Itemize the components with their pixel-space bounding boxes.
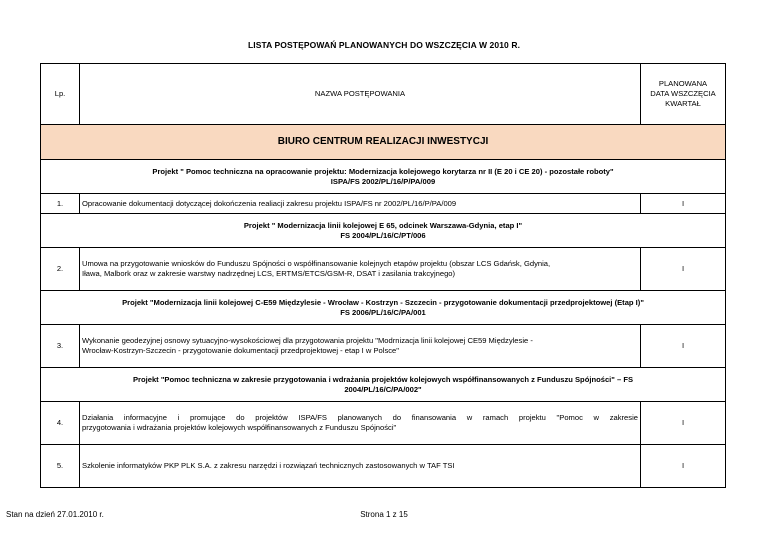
item-lp: 4.: [41, 402, 80, 445]
header-name: NAZWA POSTĘPOWANIA: [80, 64, 641, 125]
section-row: [41, 125, 726, 160]
project-title: [41, 291, 726, 325]
item-quarter: I: [641, 445, 726, 488]
procurement-table: [40, 63, 726, 488]
project-title-line2: ISPA/FS 2002/PL/16/P/PA/009: [330, 176, 436, 186]
table-row: [41, 248, 726, 291]
item-lp: 3.: [41, 325, 80, 368]
header-lp: Lp.: [41, 64, 80, 125]
item-name-line1: Wykonanie geodezyjnej osnowy sytuacyjno-wysokościowej dla przygotowania projektu "Modrnizacja linii kolejowej CE59 Międzylesie -: [82, 336, 533, 345]
item-name: [80, 248, 641, 291]
project-title-line1: Projekt " Modernizacja linii kolejowej E 65, odcinek Warszawa-Gdynia, etap I": [243, 220, 523, 230]
table-row: [41, 445, 726, 488]
project-row: [41, 368, 726, 402]
item-name: [80, 402, 641, 445]
project-row: [41, 291, 726, 325]
item-name-line1: Szkolenie informatyków PKP PLK S.A. z zakresu narzędzi i rozwiązań technicznych zastosowanych w TAF TSI: [82, 461, 455, 470]
item-quarter: I: [641, 248, 726, 291]
project-title-line2: FS 2004/PL/16/C/PT/006: [340, 230, 426, 240]
header-date-line1: PLANOWANA: [658, 79, 708, 88]
project-row: [41, 214, 726, 248]
item-name-line2: przygotowania i wdrażania projektów kolejowych współfinansowanych z Funduszu Spójności": [82, 423, 397, 432]
project-title-line1: Projekt " Pomoc techniczna na opracowanie projektu: Modernizacja kolejowego korytarza nr II (E 20 i CE 20) - pozostałe roboty": [152, 166, 614, 176]
section-title: BIURO CENTRUM REALIZACJI INWESTYCJI: [41, 125, 726, 160]
item-name-line2: Iława, Malbork oraz w zakresie warstwy nadrzędnej LCS, ERTMS/ETCS/GSM-R, DSAT i zasilania trakcyjnego): [82, 269, 456, 278]
document-title: LISTA POSTĘPOWAŃ PLANOWANYCH DO WSZCZĘCIA W 2010 R.: [247, 40, 521, 50]
project-title-line1: Projekt "Modernizacja linii kolejowej C-E59 Międzylesie - Wrocław - Kostrzyn - Szczecin - przygotowanie dokumentacji przedprojektowej (Etap I)": [122, 297, 644, 307]
item-quarter: I: [641, 325, 726, 368]
item-name: [80, 325, 641, 368]
item-name: [80, 194, 641, 214]
table-row: [41, 194, 726, 214]
item-quarter: I: [641, 194, 726, 214]
table-header-row: [41, 64, 726, 125]
project-title-line2: 2004/PL/16/C/PA/002": [344, 384, 422, 394]
item-name-line2: Wrocław-Kostrzyn-Szczecin - przygotowanie dokumentacji przedprojektowej - etap I w Polsce": [82, 346, 399, 355]
item-name-line1: Umowa na przygotowanie wniosków do Funduszu Spójności o współfinansowanie kolejnych etapów projektu (obszar LCS Gdańsk, Gdynia,: [82, 259, 551, 268]
project-row: [41, 160, 726, 194]
header-date: [641, 64, 726, 125]
project-title: [41, 160, 726, 194]
item-lp: 5.: [41, 445, 80, 488]
project-title-line1: Projekt "Pomoc techniczna w zakresie przygotowania i wdrażania projektów kolejowych współfinansowanych z Funduszu Spójności" – FS: [132, 374, 634, 384]
project-title-line2: FS 2006/PL/16/C/PA/001: [340, 307, 426, 317]
table-row: [41, 402, 726, 445]
footer-page-number: Strona 1 z 15: [360, 510, 408, 519]
item-name-line1: Działania informacyjne i promujące do projektów ISPA/FS planowanych do finansowania w ramach projektu "Pomoc w zakresie: [82, 413, 638, 422]
table-row: [41, 325, 726, 368]
project-title: [41, 214, 726, 248]
item-name-line1: Opracowanie dokumentacji dotyczącej dokończenia realiacji zakresu projektu ISPA/FS nr 2002/PL/16/P/PA/009: [82, 198, 457, 208]
header-date-line2: DATA WSZCZĘCIA: [650, 89, 716, 98]
footer-status-date: Stan na dzień 27.01.2010 r.: [6, 510, 104, 519]
project-title: [41, 368, 726, 402]
item-lp: 2.: [41, 248, 80, 291]
header-date-line3: KWARTAŁ: [665, 99, 701, 108]
item-lp: 1.: [41, 194, 80, 214]
item-quarter: I: [641, 402, 726, 445]
item-name: [80, 445, 641, 488]
